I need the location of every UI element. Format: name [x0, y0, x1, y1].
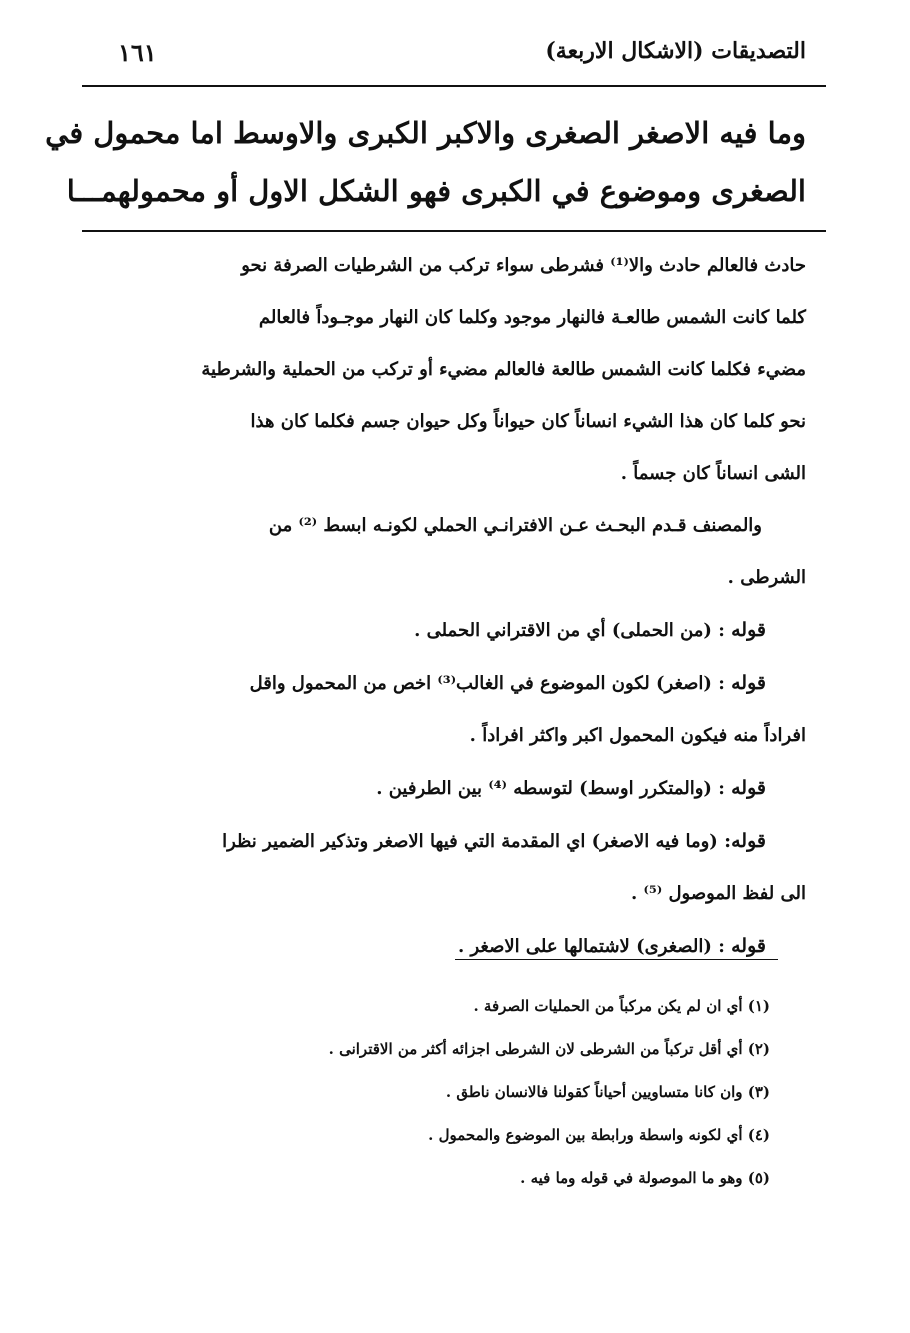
qawluh-text: (وما فيه الاصغر) اي المقدمة التي فيها الاصغر وتذكير الضمير نظرا [222, 831, 718, 852]
matn-line: وما فيه الاصغر الصغرى والاكبر الكبرى والاوسط اما محمول في [45, 116, 806, 150]
qawluh-text: : (من الحملى) أي من الاقتراني الحملى . [414, 620, 725, 641]
running-title: التصديقات (الاشكال الاربعة) [545, 38, 806, 64]
qawluh-label: قوله [731, 672, 766, 694]
footnote: (٤) أي لكونه واسطة ورابطة بين الموضوع والمحمول . [428, 1126, 770, 1144]
footnote: (١) أي ان لم يكن مركباً من الحمليات الصرفة . [473, 997, 770, 1015]
qawluh-label: قوله [731, 619, 766, 641]
page-header [100, 38, 806, 80]
qawluh-line [100, 604, 806, 657]
body-line: افراداً منه فيكون المحمول اكبر واكثر افراداً . [469, 725, 806, 746]
qawluh-text: : (والمتكرر اوسط) لتوسطه ⁽⁴⁾ بين الطرفين . [376, 778, 725, 799]
body-line: الشرطى . [727, 567, 806, 588]
footnotes [100, 985, 770, 1200]
qawluh-line [100, 920, 806, 973]
qawluh-text: : (الصغرى) لاشتمالها على الاصغر . [457, 936, 725, 957]
qawluh-line [100, 762, 806, 815]
qawluh-label: قوله: [724, 830, 766, 852]
body-line: كلما كانت الشمس طالعـة فالنهار موجود وكلما كان النهار موجـوداً فالعالم [258, 307, 806, 328]
header-rule [82, 85, 826, 87]
body-line: والمصنف قـدم البحـث عـن الافترانـي الحملي لكونـه ابسط ⁽²⁾ من [268, 515, 762, 536]
qawluh-label: قوله [731, 777, 766, 799]
footnote: (٢) أي أقل تركباً من الشرطى لان الشرطى اجزائه أكثر من الاقترانى . [328, 1040, 770, 1058]
body-line: نحو كلما كان هذا الشيء انساناً كان حيواناً وكل حيوان جسم فكلما كان هذا [250, 411, 806, 432]
footnote: (٣) وان كانا متساويين أحياناً كقولنا فالانسان ناطق . [445, 1083, 770, 1101]
page-number: ١٦١ [118, 38, 157, 67]
commentary-body [100, 240, 806, 973]
matn-text [45, 104, 806, 220]
qawluh-line [100, 657, 806, 710]
body-line: الشى انساناً كان جسماً . [620, 463, 806, 484]
qawluh-line [100, 815, 806, 868]
matn-rule [82, 230, 826, 232]
matn-line: الصغرى وموضوع في الكبرى فهو الشكل الاول أو محمولهمـــا [66, 174, 806, 208]
body-line: حادث فالعالم حادث والا⁽¹⁾ فشرطى سواء تركب من الشرطيات الصرفة نحو [241, 255, 806, 276]
qawluh-text: : (اصغر) لكون الموضوع في الغالب⁽³⁾ اخص من المحمول واقل [249, 673, 725, 694]
qawluh-label: قوله [731, 935, 766, 957]
body-line: مضيء فكلما كانت الشمس طالعة فالعالم مضيء أو تركب من الحملية والشرطية [201, 359, 806, 380]
body-line: الى لفظ الموصول ⁽⁵⁾ . [631, 883, 806, 904]
footnote: (٥) وهو ما الموصولة في قوله وما فيه . [520, 1169, 770, 1187]
footnote-separator [455, 959, 778, 960]
